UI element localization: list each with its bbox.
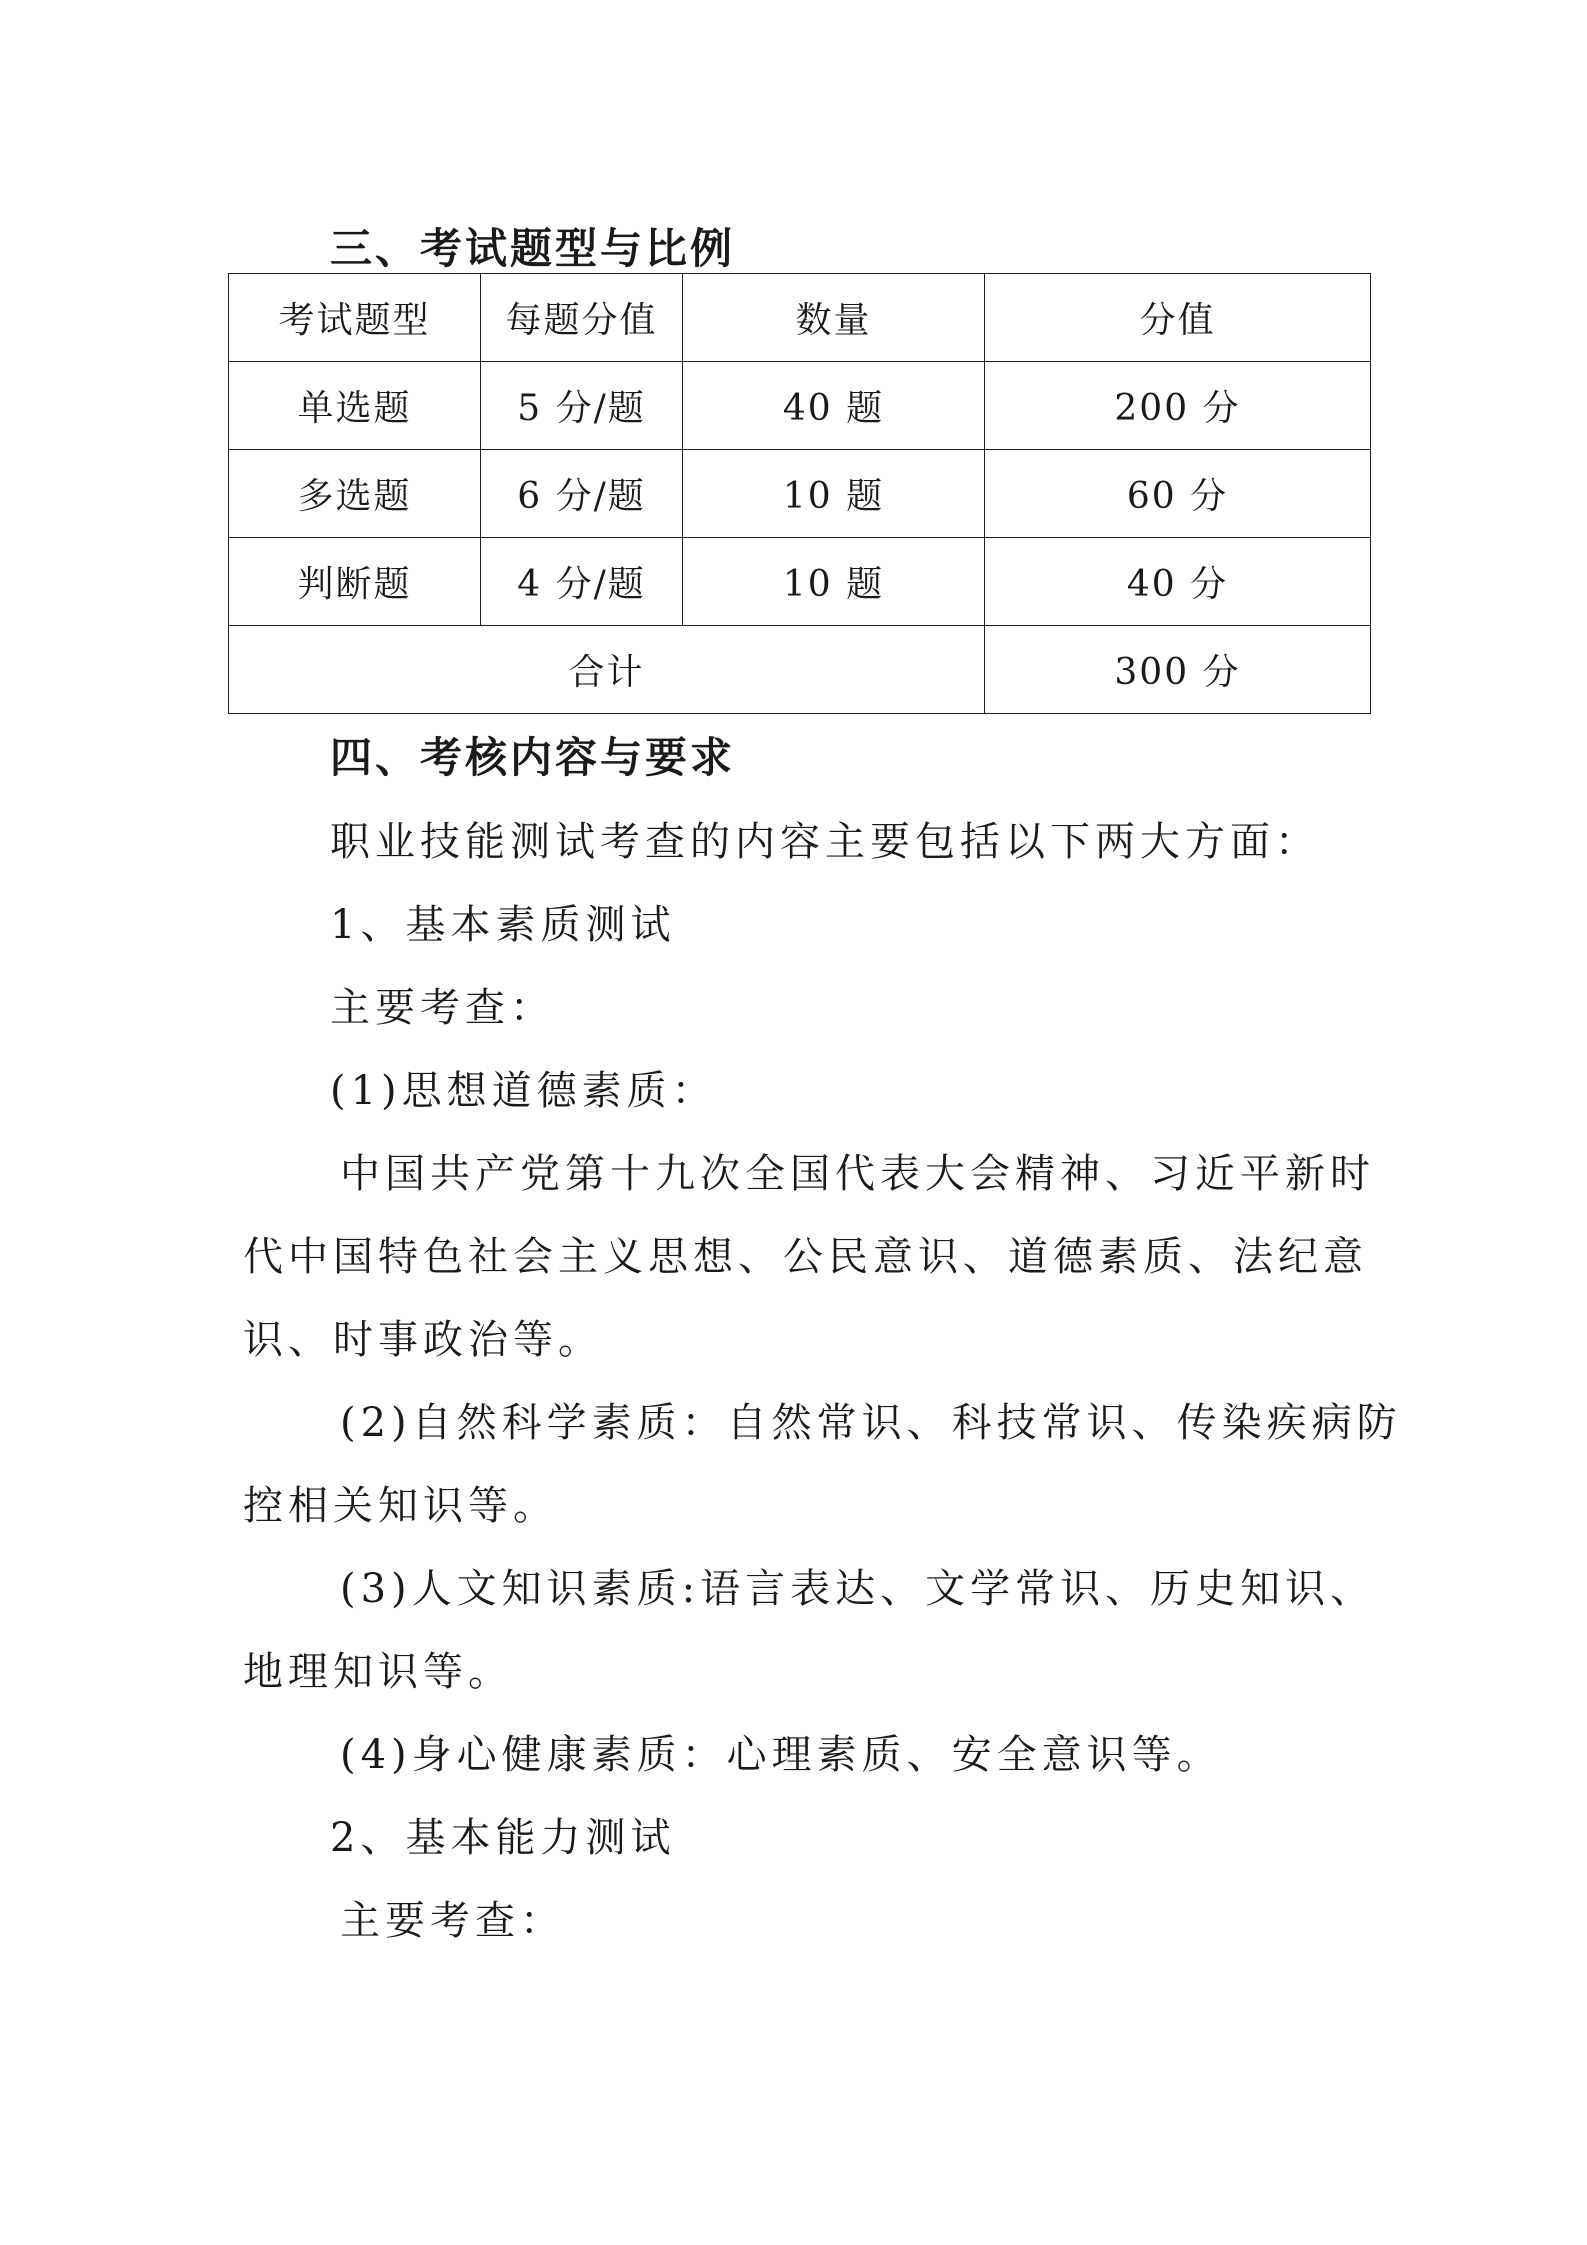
cell-score: 60 分	[985, 450, 1371, 538]
exam-score-table	[228, 273, 1371, 714]
item-4-line-1: (4)身心健康素质：心理素质、安全意识等。	[340, 1732, 1222, 1778]
table-total-row	[229, 626, 1371, 714]
item-2-line-2: 控相关知识等。	[243, 1483, 558, 1529]
header-cell-points-each: 每题分值	[481, 274, 683, 362]
cell-type: 单选题	[229, 362, 481, 450]
item-1-line-3: 识、时事政治等。	[243, 1317, 603, 1363]
cell-score: 200 分	[985, 362, 1371, 450]
cell-count: 10 题	[683, 538, 985, 626]
header-cell-count: 数量	[683, 274, 985, 362]
cell-points-each: 5 分/题	[481, 362, 683, 450]
cell-type: 多选题	[229, 450, 481, 538]
section-4-intro: 职业技能测试考查的内容主要包括以下两大方面：	[330, 819, 1320, 865]
table-row	[229, 362, 1371, 450]
item-1-line-2: 代中国特色社会主义思想、公民意识、道德素质、法纪意	[243, 1234, 1368, 1280]
cell-count: 40 题	[683, 362, 985, 450]
table-row	[229, 450, 1371, 538]
cell-score: 40 分	[985, 538, 1371, 626]
total-value: 300 分	[985, 626, 1371, 714]
cell-points-each: 4 分/题	[481, 538, 683, 626]
cell-count: 10 题	[683, 450, 985, 538]
table-row	[229, 538, 1371, 626]
item-2-line-1: (2)自然科学素质：自然常识、科技常识、传染疾病防	[340, 1400, 1402, 1446]
header-cell-type: 考试题型	[229, 274, 481, 362]
part-2-title: 2、基本能力测试	[330, 1815, 676, 1861]
section-4-heading: 四、考核内容与要求	[330, 733, 736, 782]
item-1-title: (1)思想道德素质：	[330, 1068, 717, 1114]
item-3-line-2: 地理知识等。	[243, 1649, 513, 1695]
cell-points-each: 6 分/题	[481, 450, 683, 538]
part-2-lead: 主要考查：	[340, 1898, 565, 1944]
item-3-line-1: (3)人文知识素质:语言表达、文学常识、历史知识、	[340, 1566, 1376, 1612]
header-cell-score: 分值	[985, 274, 1371, 362]
cell-type: 判断题	[229, 538, 481, 626]
item-1-line-1: 中国共产党第十九次全国代表大会精神、习近平新时	[340, 1151, 1375, 1197]
table-header-row	[229, 274, 1371, 362]
part-1-title: 1、基本素质测试	[330, 902, 676, 948]
part-1-lead: 主要考查：	[330, 985, 555, 1031]
section-3-heading: 三、考试题型与比例	[330, 224, 736, 273]
total-label: 合计	[229, 626, 985, 714]
